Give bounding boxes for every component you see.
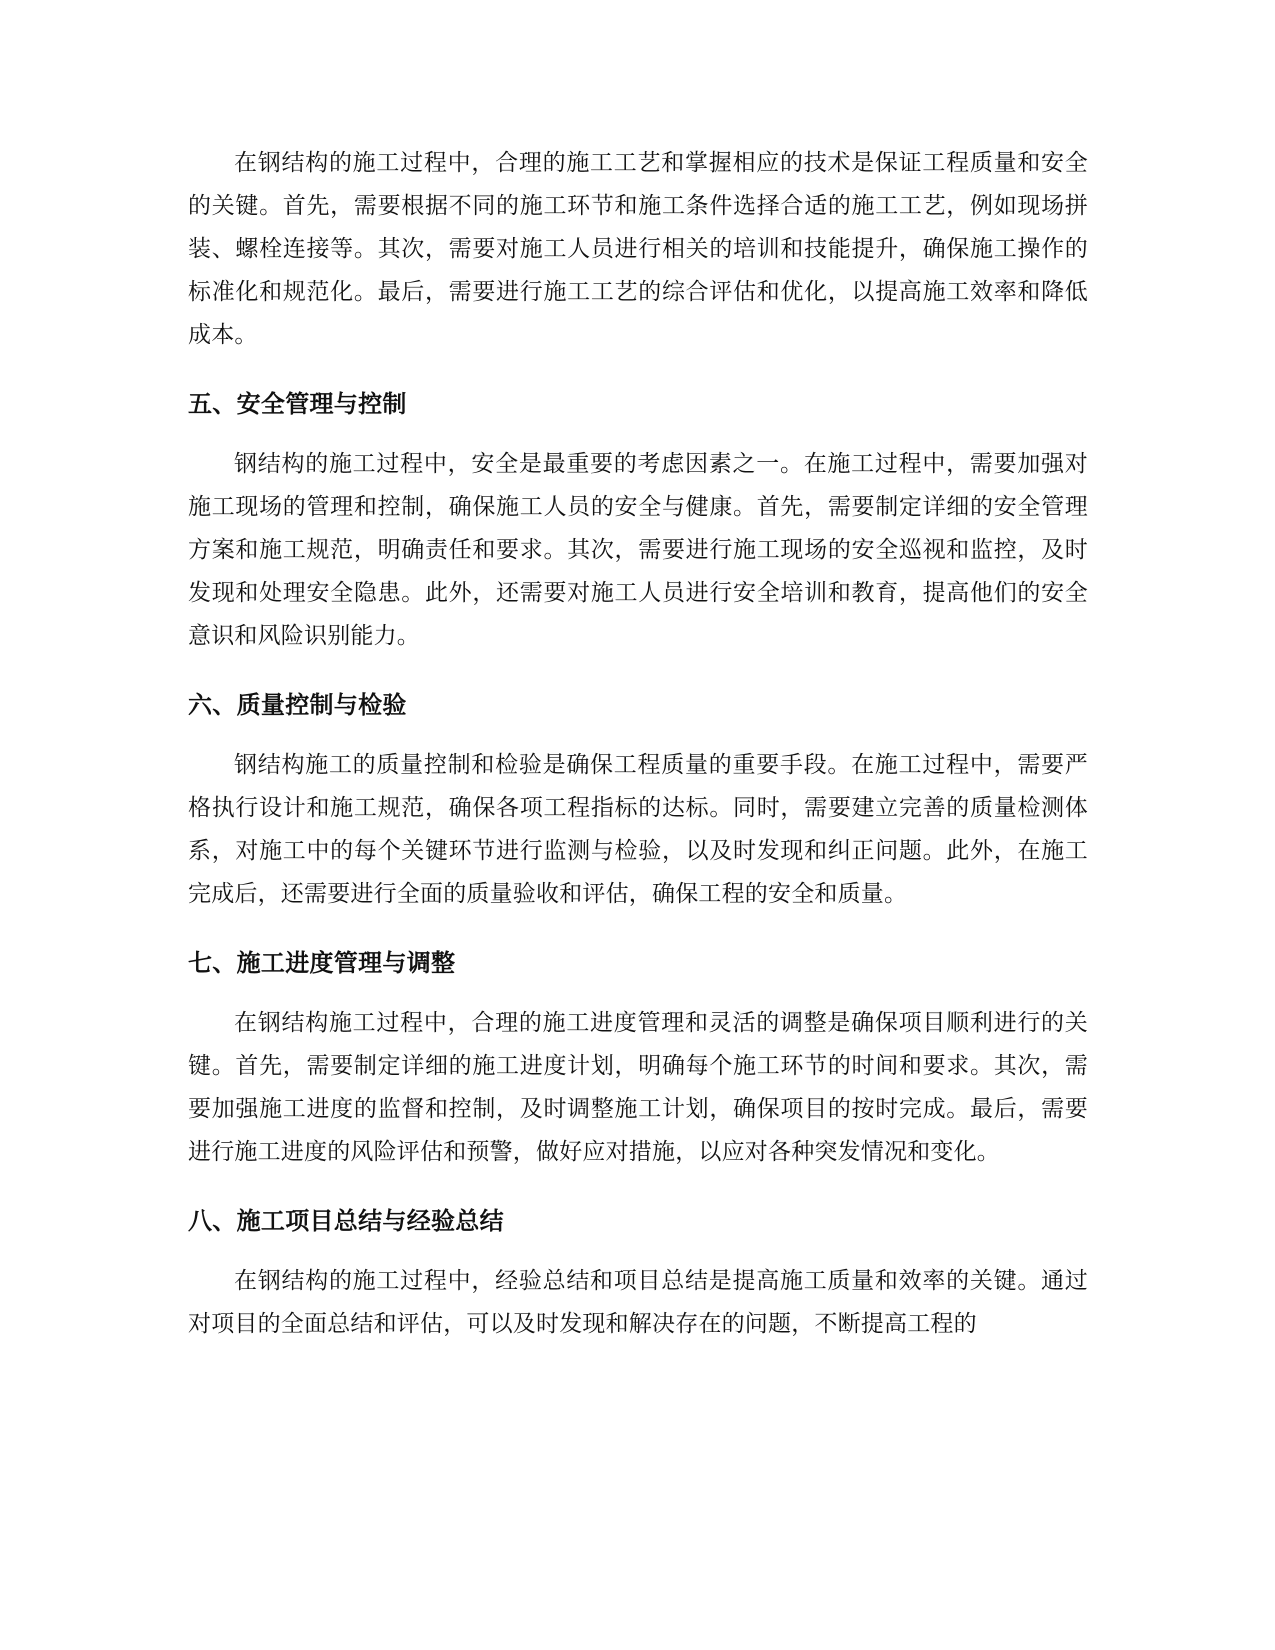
section-heading: 七、施工进度管理与调整 [188,949,456,977]
section-8 [188,1204,1088,1346]
section-heading: 五、安全管理与控制 [188,390,407,418]
section-paragraph: 钢结构的施工过程中，安全是最重要的考虑因素之一。在施工过程中，需要加强对施工现场的管理和控制，确保施工人员的安全与健康。首先，需要制定详细的安全管理方案和施工规范，明确责任和要求。其次，需要进行施工现场的安全巡视和监控，及时发现和处理安全隐患。此外，还需要对施工人员进行安全培训和教育，提高他们的安全意识和风险识别能力。 [188,451,1088,649]
document-body [188,142,1088,1346]
section-paragraph: 钢结构施工的质量控制和检验是确保工程质量的重要手段。在施工过程中，需要严格执行设计和施工规范，确保各项工程指标的达标。同时，需要建立完善的质量检测体系，对施工中的每个关键环节进行监测与检验，以及时发现和纠正问题。此外，在施工完成后，还需要进行全面的质量验收和评估，确保工程的安全和质量。 [188,752,1088,907]
section-heading: 八、施工项目总结与经验总结 [188,1207,504,1235]
section-paragraph: 在钢结构的施工过程中，经验总结和项目总结是提高施工质量和效率的关键。通过对项目的全面总结和评估，可以及时发现和解决存在的问题，不断提高工程的 [188,1268,1088,1337]
section-paragraph: 在钢结构施工过程中，合理的施工进度管理和灵活的调整是确保项目顺利进行的关键。首先，需要制定详细的施工进度计划，明确每个施工环节的时间和要求。其次，需要加强施工进度的监督和控制，及时调整施工计划，确保项目的按时完成。最后，需要进行施工进度的风险评估和预警，做好应对措施，以应对各种突发情况和变化。 [188,1010,1088,1165]
section-5 [188,387,1088,658]
section-heading: 六、质量控制与检验 [188,691,407,719]
intro-paragraph: 在钢结构的施工过程中，合理的施工工艺和掌握相应的技术是保证工程质量和安全的关键。首先，需要根据不同的施工环节和施工条件选择合适的施工工艺，例如现场拼装、螺栓连接等。其次，需要对施工人员进行相关的培训和技能提升，确保施工操作的标准化和规范化。最后，需要进行施工工艺的综合评估和优化，以提高施工效率和降低成本。 [188,150,1088,348]
section-6 [188,688,1088,916]
section-7 [188,946,1088,1174]
